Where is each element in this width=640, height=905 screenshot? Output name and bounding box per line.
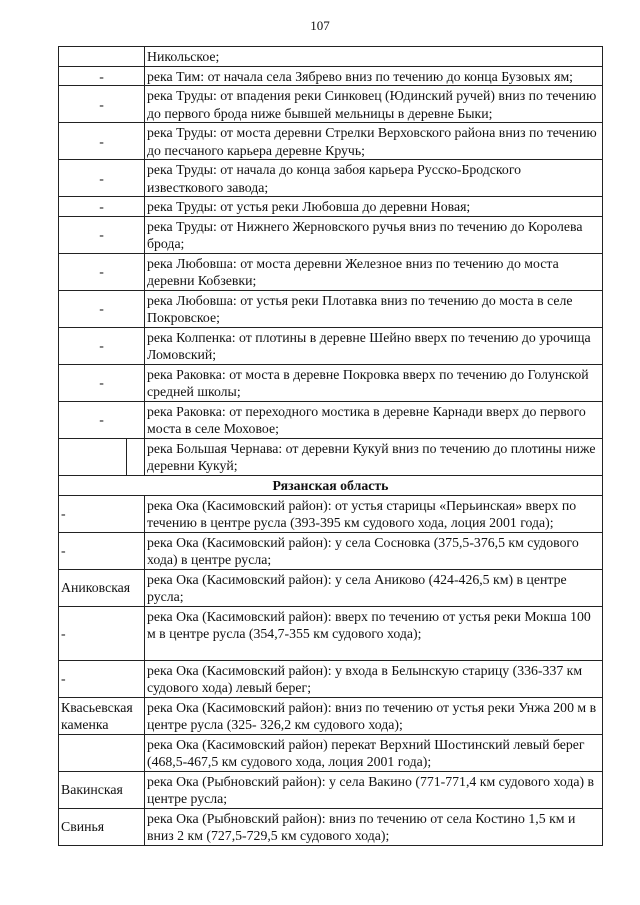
table-row <box>59 734 603 771</box>
site-description: река Ока (Касимовский район): у села Аниково (424-426,5 км) в центре русла; <box>145 569 603 606</box>
table-row <box>59 66 603 86</box>
region-title: Рязанская область <box>59 475 603 495</box>
table-row <box>59 327 603 364</box>
site-name-cell: - <box>59 197 145 217</box>
site-name-cell: - <box>59 253 145 290</box>
site-description: река Труды: от Нижнего Жерновского ручья вниз по течению до Королева брода; <box>145 216 603 253</box>
site-name-cell: - <box>59 216 145 253</box>
table-row <box>59 495 603 532</box>
site-name-cell: Свинья <box>59 808 145 845</box>
site-description: река Труды: от начала до конца забоя карьера Русско-Бродского известкового завода; <box>145 160 603 197</box>
site-name-cell: - <box>59 401 145 438</box>
site-name-cell: - <box>59 290 145 327</box>
site-description: река Ока (Касимовский район): от устья старицы «Перьинская» вверх по течению в центре русла (393-395 км судового хода, лоция 2001 года); <box>145 495 603 532</box>
site-name-cell: Вакинская <box>59 771 145 808</box>
site-description: река Ока (Касимовский район) перекат Верхний Шостинский левый берег (468,5-467,5 км судового хода, лоция 2001 года); <box>145 734 603 771</box>
site-description: Никольское; <box>145 47 603 67</box>
site-name-cell: - <box>59 495 145 532</box>
site-description: река Ока (Рыбновский район): у села Вакино (771-771,4 км судового хода) в центре русла; <box>145 771 603 808</box>
page-number: 107 <box>310 18 330 33</box>
table-row <box>59 569 603 606</box>
table-row <box>59 401 603 438</box>
site-name-cell: Аниковская <box>59 569 145 606</box>
site-description: река Колпенка: от плотины в деревне Шейно вверх по течению до урочища Ломовский; <box>145 327 603 364</box>
site-description: река Раковка: от моста в деревне Покровка вверх по течению до Голунской средней школы; <box>145 364 603 401</box>
site-name-cell: - <box>59 532 145 569</box>
table-row <box>59 697 603 734</box>
table-row <box>59 660 603 697</box>
site-description: река Ока (Касимовский район): у села Сосновка (375,5-376,5 км судового хода) в центре русла; <box>145 532 603 569</box>
site-name-cell: - <box>59 606 145 660</box>
site-description: река Тим: от начала села Зябрево вниз по течению до конца Бузовых ям; <box>145 66 603 86</box>
site-name-cell: - <box>59 660 145 697</box>
site-description: река Ока (Касимовский район): вверх по течению от устья реки Мокша 100 м в центре русла (354,7-355 км судового хода); <box>145 606 603 660</box>
table-row <box>59 532 603 569</box>
table-row <box>59 216 603 253</box>
table-row <box>59 123 603 160</box>
site-name-cell: - <box>59 327 145 364</box>
site-name-cell: Квасьевская каменка <box>59 697 145 734</box>
site-description: река Большая Чернава: от деревни Кукуй вниз по течению до плотины ниже деревни Кукуй; <box>145 438 603 475</box>
table-row <box>59 364 603 401</box>
site-description: река Ока (Рыбновский район): вниз по течению от села Костино 1,5 км и вниз 2 км (727,5-729,5 км судового хода); <box>145 808 603 845</box>
site-description: река Ока (Касимовский район): вниз по течению от устья реки Унжа 200 м в центре русла (325- 326,2 км судового хода); <box>145 697 603 734</box>
site-name-cell: - <box>59 160 145 197</box>
site-name-cell <box>59 47 145 67</box>
site-description: река Любовша: от моста деревни Железное вниз по течению до моста деревни Кобзевки; <box>145 253 603 290</box>
site-name-cell: - <box>59 123 145 160</box>
table-row <box>59 253 603 290</box>
site-name-cell-narrow <box>127 438 145 475</box>
table-row <box>59 438 603 475</box>
table-row <box>59 86 603 123</box>
site-description: река Труды: от моста деревни Стрелки Верховского района вниз по течению до песчаного карьера деревне Кручь; <box>145 123 603 160</box>
site-description: река Любовша: от устья реки Плотавка вниз по течению до моста в селе Покровское; <box>145 290 603 327</box>
table-row <box>59 290 603 327</box>
site-name-cell: - <box>59 86 145 123</box>
site-name-cell <box>59 734 145 771</box>
region-header-row <box>59 475 603 495</box>
table-row <box>59 47 603 67</box>
site-description: река Ока (Касимовский район): у входа в Белынскую старицу (336-337 км судового хода) левый берег; <box>145 660 603 697</box>
site-name-cell: - <box>59 364 145 401</box>
table-row <box>59 197 603 217</box>
site-name-cell <box>59 438 127 475</box>
site-description: река Раковка: от переходного мостика в деревне Карнади вверх до первого моста в селе Моховое; <box>145 401 603 438</box>
table-row <box>59 606 603 660</box>
fishing-sites-table <box>58 46 603 846</box>
table-row <box>59 808 603 845</box>
site-description: река Труды: от впадения реки Синковец (Юдинский ручей) вниз по течению до первого брода ниже бывшей мельницы в деревне Быки; <box>145 86 603 123</box>
table-row <box>59 771 603 808</box>
table-row <box>59 160 603 197</box>
site-description: река Труды: от устья реки Любовша до деревни Новая; <box>145 197 603 217</box>
site-name-cell: - <box>59 66 145 86</box>
